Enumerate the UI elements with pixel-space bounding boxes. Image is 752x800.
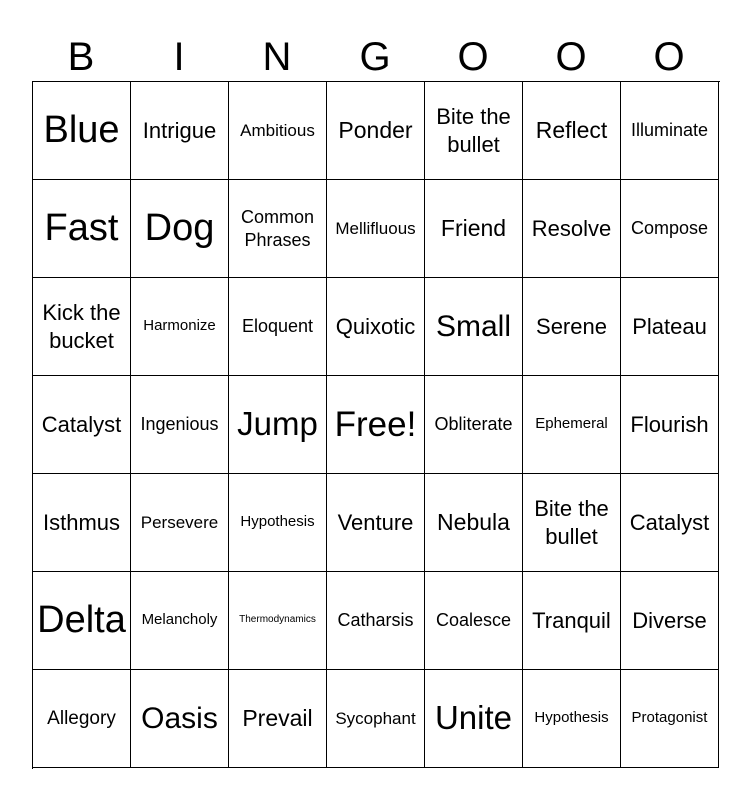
cell-text: Hypothesis (534, 709, 609, 727)
bingo-cell (33, 572, 131, 670)
bingo-cell (327, 82, 425, 180)
cell-text: Bite the bullet (436, 104, 511, 157)
bingo-cell (131, 278, 229, 376)
bingo-cell (33, 82, 131, 180)
bingo-cell (621, 474, 719, 572)
bingo-cell (523, 180, 621, 278)
cell-text: Oasis (141, 701, 218, 735)
bingo-cell (131, 670, 229, 768)
header-letter: N (262, 35, 292, 79)
cell-text: Obliterate (434, 414, 513, 435)
bingo-board (32, 81, 720, 769)
bingo-cell (327, 670, 425, 768)
bingo-cell (425, 278, 523, 376)
cell-text: Illuminate (630, 120, 709, 141)
bingo-cell (523, 572, 621, 670)
cell-text: Isthmus (42, 509, 121, 535)
bingo-cell (229, 670, 327, 768)
cell-text: Fast (44, 206, 119, 249)
bingo-cell (33, 474, 131, 572)
cell-text: Protagonist (631, 709, 708, 727)
cell-text: Flourish (630, 411, 709, 437)
cell-text: Sycophant (335, 708, 416, 728)
bingo-cell (425, 670, 523, 768)
bingo-cell (229, 278, 327, 376)
cell-text: Nebula (437, 509, 510, 536)
cell-text: Reflect (535, 117, 608, 144)
cell-text: Ingenious (140, 414, 219, 435)
cell-text: Ponder (338, 117, 413, 144)
cell-text: Catalyst (629, 509, 710, 535)
cell-text: Coalesce (435, 610, 512, 631)
cell-text: Ambitious (240, 120, 315, 140)
bingo-cell (229, 572, 327, 670)
bingo-cell (131, 572, 229, 670)
header-letter: G (359, 35, 391, 79)
cell-text: Melancholy (141, 611, 218, 629)
cell-text: Diverse (632, 607, 707, 633)
cell-text: Intrigue (142, 117, 217, 143)
bingo-cell (621, 278, 719, 376)
bingo-cell (327, 376, 425, 474)
cell-text: Catharsis (337, 610, 414, 631)
cell-text: Ephemeral (535, 415, 608, 433)
header-letter: O (653, 35, 685, 79)
cell-text: Catalyst (41, 411, 122, 437)
bingo-cell (425, 572, 523, 670)
cell-text: Compose (630, 218, 709, 239)
bingo-cell (523, 474, 621, 572)
bingo-cell (523, 278, 621, 376)
bingo-cell (425, 376, 523, 474)
cell-text: Thermodynamics (239, 614, 316, 626)
header-letter: O (457, 35, 489, 79)
bingo-cell (523, 670, 621, 768)
bingo-cell (33, 180, 131, 278)
bingo-cell (621, 180, 719, 278)
bingo-cell (229, 376, 327, 474)
cell-text: Blue (43, 108, 120, 151)
bingo-header (32, 32, 718, 82)
cell-text: Allegory (47, 707, 116, 729)
bingo-cell (621, 82, 719, 180)
cell-text: Plateau (632, 313, 707, 339)
bingo-cell (523, 376, 621, 474)
bingo-cell (621, 376, 719, 474)
bingo-cell (425, 180, 523, 278)
cell-text: Delta (37, 598, 126, 641)
bingo-cell (33, 278, 131, 376)
bingo-cell (621, 670, 719, 768)
cell-text: Bite the bullet (534, 496, 609, 549)
cell-text: Tranquil (532, 607, 611, 633)
bingo-cell (229, 82, 327, 180)
cell-text: Resolve (531, 215, 612, 241)
bingo-cell (621, 572, 719, 670)
cell-text: Venture (337, 509, 414, 535)
cell-text: Hypothesis (240, 513, 315, 531)
cell-text: Common Phrases (240, 207, 315, 250)
bingo-cell (327, 474, 425, 572)
bingo-cell (327, 180, 425, 278)
cell-text: Friend (440, 215, 507, 242)
bingo-cell (131, 474, 229, 572)
bingo-cell (131, 376, 229, 474)
bingo-cell (131, 82, 229, 180)
cell-text: Eloquent (241, 316, 314, 337)
bingo-cell (33, 376, 131, 474)
cell-text: Mellifluous (335, 218, 416, 238)
cell-text: Jump (237, 405, 318, 443)
cell-text: Harmonize (143, 317, 216, 335)
bingo-cell (523, 82, 621, 180)
bingo-cell (327, 572, 425, 670)
cell-text: Free! (334, 404, 417, 444)
bingo-cell (327, 278, 425, 376)
cell-text: Unite (434, 699, 513, 737)
header-letter: O (555, 35, 587, 79)
bingo-cell (229, 474, 327, 572)
cell-text: Quixotic (335, 313, 416, 339)
bingo-cell (229, 180, 327, 278)
bingo-cell (425, 474, 523, 572)
header-letter: B (67, 35, 95, 79)
bingo-cell (33, 670, 131, 768)
cell-text: Serene (536, 313, 607, 339)
bingo-cell (425, 82, 523, 180)
cell-text: Prevail (242, 705, 313, 732)
header-letter: I (173, 35, 185, 79)
cell-text: Kick the bucket (42, 300, 121, 353)
bingo-cell (131, 180, 229, 278)
cell-text: Persevere (140, 512, 219, 532)
cell-text: Dog (144, 206, 215, 249)
cell-text: Small (435, 309, 511, 343)
